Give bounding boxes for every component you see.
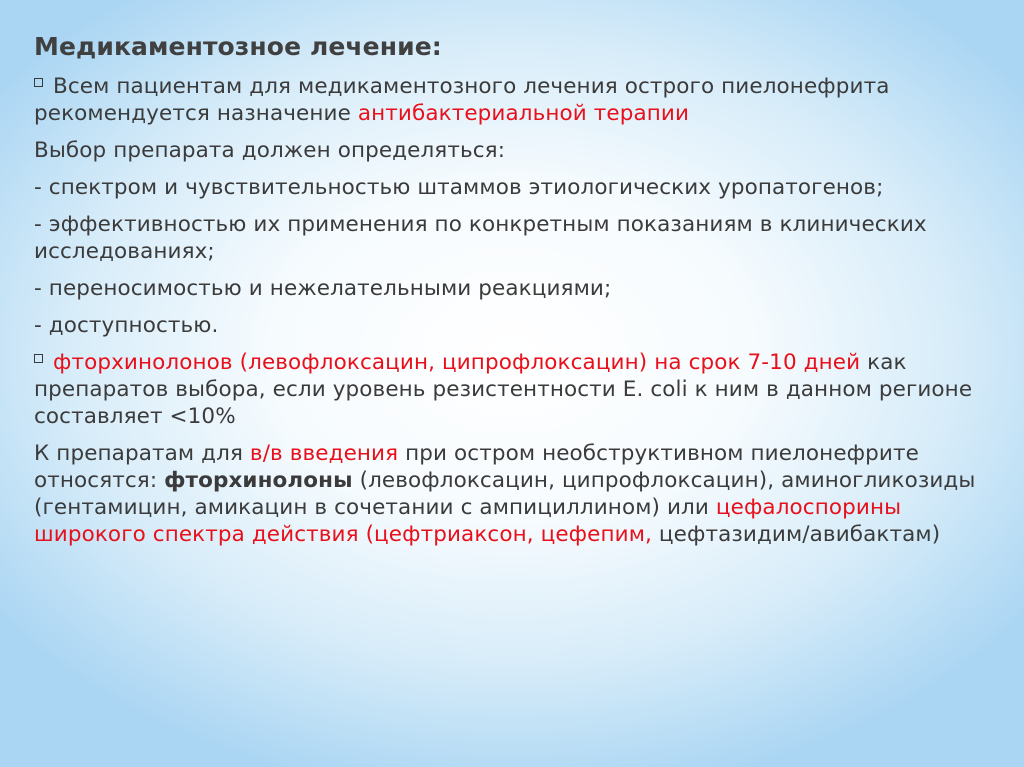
square-bullet-icon — [34, 354, 43, 363]
paragraph-text: Всем пациентам для медикаментозного лечения острого пиелонефрита рекомендуется назначение — [34, 74, 890, 126]
paragraph-spectrum: - спектром и чувствительностью штаммов этиологических уропатогенов; — [34, 175, 884, 200]
highlight-text: антибактериальной терапии — [357, 101, 690, 126]
paragraph-choice: Выбор препарата должен определяться: — [34, 138, 506, 163]
slide-content — [34, 30, 994, 558]
paragraph-iv-drugs — [34, 440, 994, 548]
paragraph-availability: - доступностью. — [34, 313, 219, 338]
highlight-text: в/в введения — [249, 441, 399, 466]
highlight-text: фторхинолонов (левофлоксацин, ципрофлоксацин) на срок 7-10 дней — [53, 350, 861, 375]
highlight-text: цефалоспорины широкого спектра действия (цефтриаксон, цефепим, — [34, 495, 902, 547]
paragraph-text: цефтазидим/авибактам) — [651, 522, 941, 547]
square-bullet-icon — [34, 78, 43, 87]
slide-title: Медикаментозное лечение: — [34, 32, 442, 61]
paragraph-text: как препаратов выбора, если уровень резистентности E. coli к ним в данном регионе составляет <10% — [34, 350, 973, 429]
paragraph-text: (левофлоксацин, ципрофлоксацин), аминогликозиды (гентамицин, амикацин в сочетании с ампициллином) или — [34, 468, 976, 520]
paragraph-text: при остром необструктивном пиелонефрите относятся: — [34, 441, 919, 493]
paragraph-efficacy: - эффективностью их применения по конкретным показаниям в клинических исследованиях; — [34, 212, 927, 264]
paragraph-tolerability: - переносимостью и нежелательными реакциями; — [34, 276, 612, 301]
paragraph-fluoroquinolones — [34, 349, 994, 430]
paragraph-antibacterial — [34, 73, 994, 127]
bold-text: фторхинолоны — [164, 468, 353, 493]
paragraph-text: К препаратам для — [34, 441, 250, 466]
